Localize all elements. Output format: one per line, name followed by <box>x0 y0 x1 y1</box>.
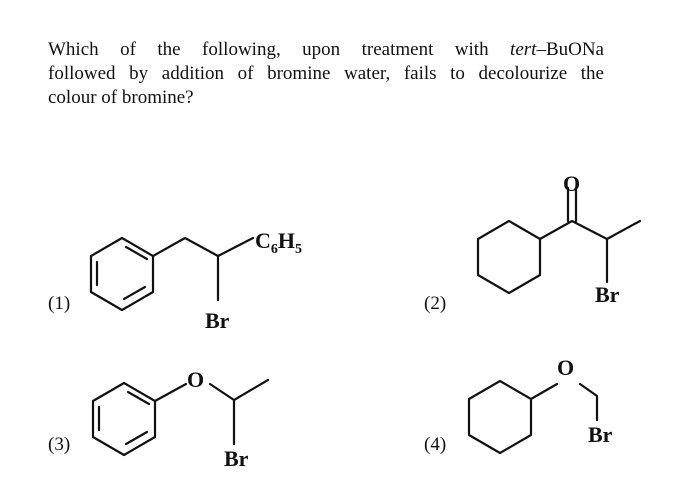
bromine-atom-1: Br <box>205 308 230 333</box>
oxygen-atom-3: O <box>187 367 205 392</box>
option-4-label: (4) <box>424 434 447 455</box>
option-2-label: (2) <box>424 293 447 314</box>
structure-1 <box>91 228 302 333</box>
substituent-c6h5: $C_6H_5$ <box>255 228 303 257</box>
benzene-ring-3-inner-bonds <box>99 392 149 444</box>
option-3-label: (3) <box>48 434 71 455</box>
oxygen-atom-4: O <box>557 355 575 380</box>
bromine-atom-2: Br <box>595 282 620 307</box>
question-line-1: Which of the following, upon treatment with tert–BuONa <box>48 39 604 60</box>
structure-4 <box>469 355 613 453</box>
benzene-ring-1-inner-bonds <box>97 247 147 299</box>
question-line-2: followed by addition of bromine water, fails to decolourize the <box>48 63 604 84</box>
benzene-ring-1 <box>91 238 153 310</box>
cyclohexane-ring-2 <box>478 221 540 293</box>
c-o-bond-3a <box>155 384 186 401</box>
option-1-label: (1) <box>48 293 71 314</box>
cyclohexane-ring-4 <box>469 381 531 453</box>
structure-2 <box>478 171 640 307</box>
question-line-3: colour of bromine? <box>48 87 194 108</box>
bromine-atom-3: Br <box>224 446 249 471</box>
chain-2 <box>540 221 640 239</box>
benzene-ring-3 <box>93 383 155 455</box>
structure-3 <box>93 367 268 471</box>
chain-1 <box>153 238 253 256</box>
chain-4 <box>580 384 597 420</box>
c-o-bond-4a <box>531 384 557 399</box>
chain-3 <box>210 380 268 400</box>
bromine-atom-4: Br <box>588 422 613 447</box>
oxygen-atom-2: O <box>563 171 581 196</box>
